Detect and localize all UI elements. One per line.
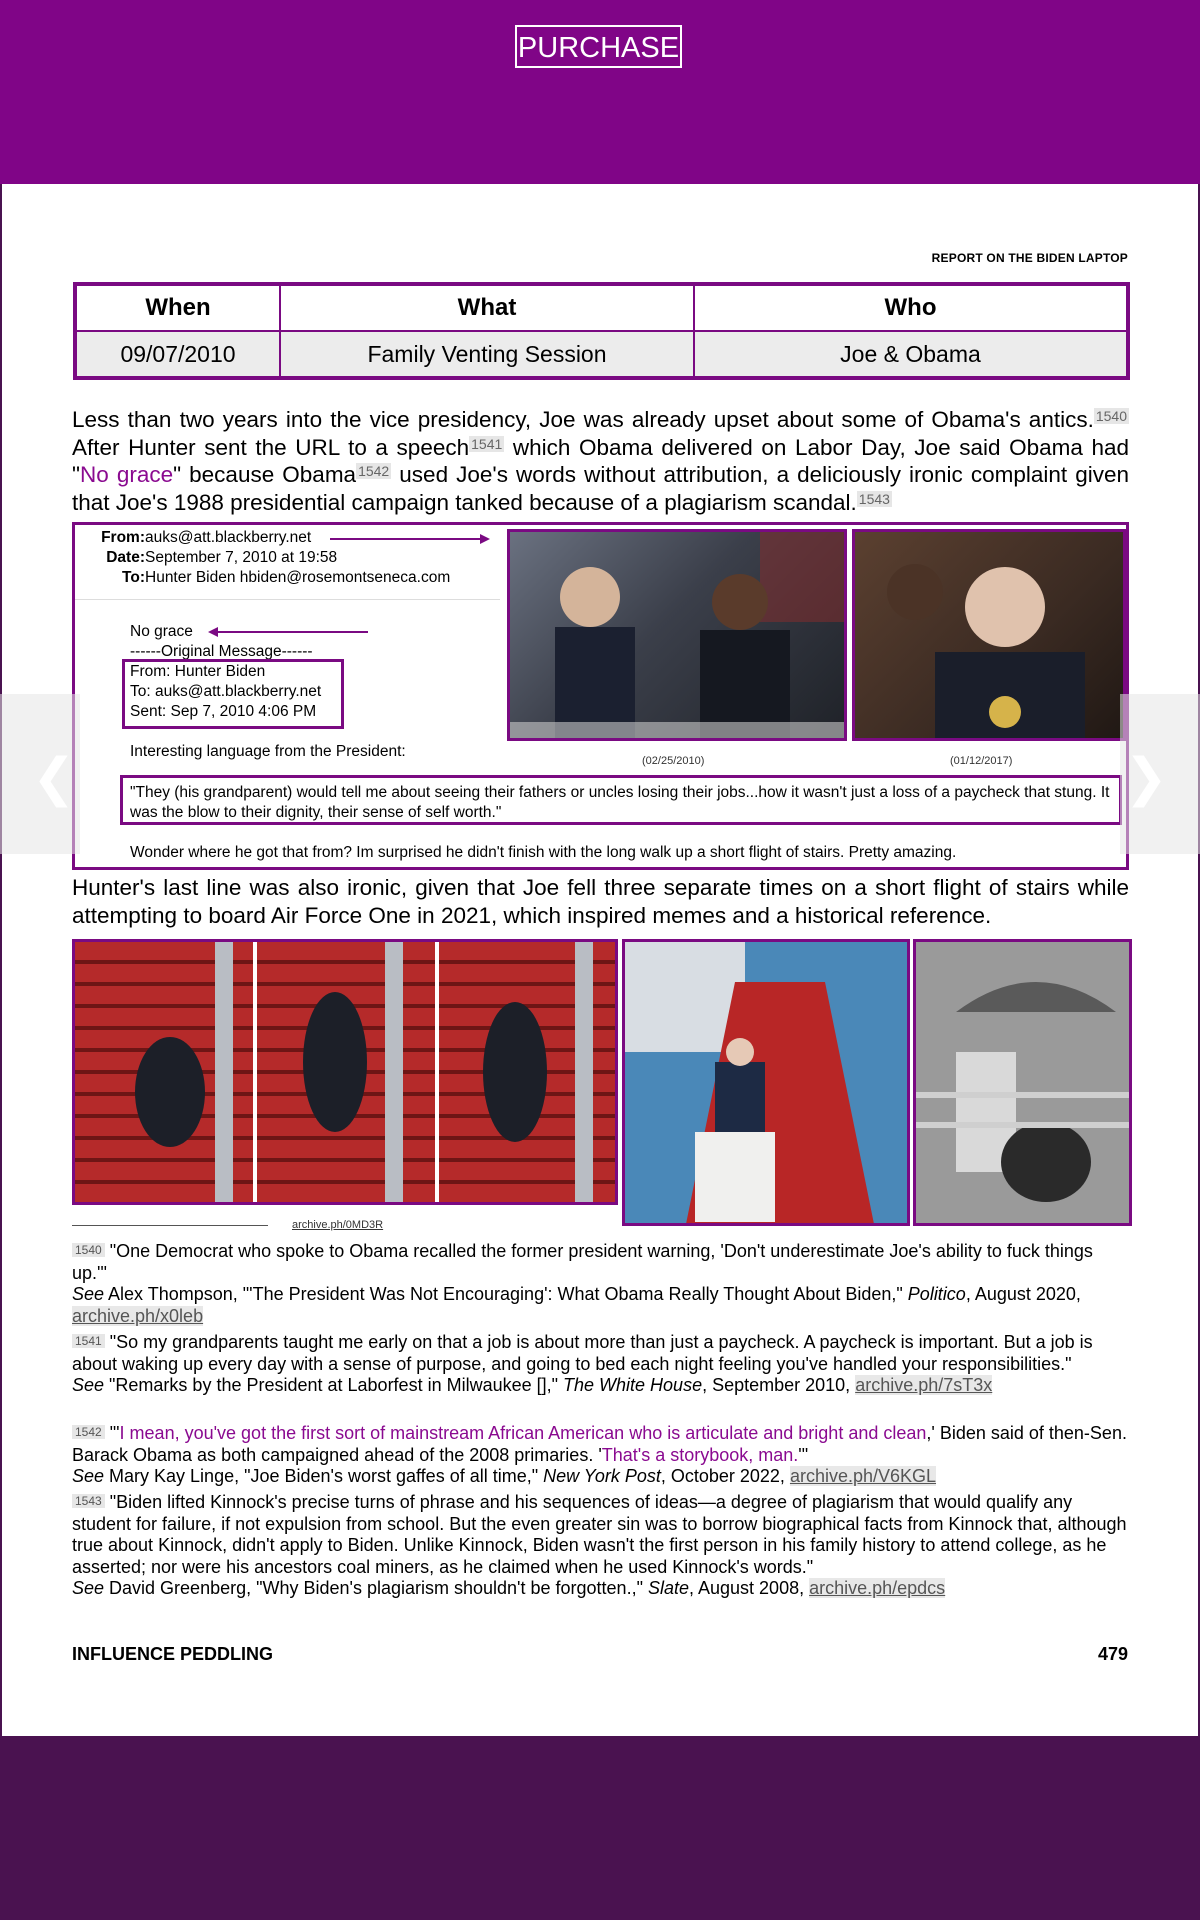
orig-sent: Sent: Sep 7, 2010 4:06 PM xyxy=(130,703,317,720)
chevron-right-icon: ❯ xyxy=(1124,749,1168,807)
purchase-button[interactable]: PURCHASE xyxy=(515,25,682,68)
footnote-quote: ,' Biden said of then-Sen. Barack Obama as both campaigned ahead of the 2008 primaries. ' xyxy=(72,1423,1127,1465)
photo-stair-lift-meme xyxy=(622,939,910,1226)
footnote-quote: "Biden lifted Kinnock's precise turns of phrase and his sequences of ideas—a degree of plagiarism that would qualify any student for failure, if not expulsion from school. But the even greater sin was to borrow biographical facts from Kinnock that, although true about Kinnock, didn't apply to Biden. Unlike Kinnock, Biden wasn't the first person in his family history to attend college, as he asserted; nor were his ancestors coal miners, as he claimed when he used Kinnock's words." xyxy=(72,1492,1127,1577)
obama-quote-box: "They (his grandparent) would tell me about seeing their fathers or uncles losing their jobs...how it wasn't just a loss of a paycheck that stung. It was the blow to their dignity, their sense of self worth." xyxy=(120,775,1122,825)
email-labels xyxy=(85,528,145,588)
email-exhibit xyxy=(72,522,1129,870)
footnote-quote: "One Democrat who spoke to Obama recalled the former president warning, 'Don't underestimate Joe's ability to fuck things up.'" xyxy=(72,1241,1093,1283)
footnote-highlight: That's a storybook, man. xyxy=(601,1444,799,1465)
archive-link[interactable]: archive.ph/x0leb xyxy=(72,1305,204,1326)
footnote-1540 xyxy=(72,1240,1132,1327)
photo-caption-2017: (01/12/2017) xyxy=(950,755,1013,767)
header-who: Who xyxy=(694,284,1128,331)
footnote-source: "Remarks by the President at Laborfest in Milwaukee []," xyxy=(104,1375,564,1395)
footer-section-title: INFLUENCE PEDDLING xyxy=(72,1644,274,1664)
orig-from: From: Hunter Biden xyxy=(130,663,266,680)
header-what: What xyxy=(280,284,694,331)
photo-placeholder-icon xyxy=(510,532,847,741)
archive-link[interactable]: archive.ph/V6KGL xyxy=(789,1466,937,1486)
no-grace-highlight: No grace xyxy=(80,462,174,487)
paragraph-intro xyxy=(72,406,1129,516)
header-when: When xyxy=(75,284,280,331)
see-label: See xyxy=(72,1284,105,1304)
interesting-text: Interesting language from the President: xyxy=(130,743,406,760)
orig-to: To: auks@att.blackberry.net xyxy=(130,683,322,700)
text: After Hunter sent the URL to a speech xyxy=(72,434,470,460)
footnote-source: David Greenberg, "Why Biden's plagiarism shouldn't be forgotten.," xyxy=(104,1578,648,1598)
original-headers-box xyxy=(122,659,344,729)
original-message-label: ------Original Message------ xyxy=(130,643,313,660)
image-source-link[interactable]: archive.ph/0MD3R xyxy=(292,1219,384,1231)
footnote-source: Alex Thompson, "'The President Was Not Encouraging': What Obama Really Thought About Biden," xyxy=(104,1284,908,1304)
arrow-left-icon xyxy=(208,625,368,639)
publication: Slate xyxy=(647,1578,689,1598)
photo-biden-obama-2010 xyxy=(507,529,847,741)
footnote-1543 xyxy=(72,1491,1132,1600)
text: which Obama delivered on Labor Day, Joe said Obama had " xyxy=(72,434,1130,487)
date-value: September 7, 2010 at 19:58 xyxy=(145,549,338,566)
photo-caption-2010: (02/25/2010) xyxy=(642,755,705,767)
to-label: To: xyxy=(122,569,145,586)
footnote-date: , September 2010, xyxy=(702,1375,856,1395)
footnote-number: 1543 xyxy=(72,1494,105,1508)
archive-link[interactable]: archive.ph/7sT3x xyxy=(855,1375,993,1395)
footnote-ref[interactable]: 1540 xyxy=(1095,408,1127,424)
footnote-date: , August 2008, xyxy=(689,1578,810,1598)
divider xyxy=(75,599,500,600)
photo-placeholder-icon xyxy=(625,942,910,1226)
photo-placeholder-icon xyxy=(916,942,1132,1226)
photo-medal-2017 xyxy=(852,529,1126,741)
photo-historical-fall xyxy=(913,939,1132,1226)
cell-what: Family Venting Session xyxy=(280,331,694,378)
text: used Joe's words without attribution, a deliciously ironic complaint given that Joe's 1988 presidential campaign tanked because of a plagiarism scandal. xyxy=(72,462,1129,515)
footnote-ref[interactable]: 1543 xyxy=(858,490,890,507)
see-label: See xyxy=(72,1578,105,1598)
photo-stair-falls xyxy=(72,939,618,1205)
prev-page-button[interactable] xyxy=(0,694,80,854)
document-page xyxy=(2,184,1198,1736)
no-grace-text: No grace xyxy=(130,623,193,640)
running-header: REPORT ON THE BIDEN LAPTOP xyxy=(931,251,1128,265)
text: " because Obama xyxy=(173,462,357,487)
arrow-icon xyxy=(330,532,490,546)
from-value: auks@att.blackberry.net xyxy=(145,529,312,546)
footnote-number: 1542 xyxy=(72,1425,105,1439)
footnote-ref[interactable]: 1541 xyxy=(471,435,503,452)
footnote-highlight: I mean, you've got the first sort of mainstream African American who is articulate and bright and clean xyxy=(119,1423,927,1443)
date-label: Date: xyxy=(106,549,145,566)
bottom-bar xyxy=(0,1736,1200,1920)
footnote-number: 1540 xyxy=(72,1243,105,1257)
footnote-ref[interactable]: 1542 xyxy=(358,463,390,479)
from-label: From: xyxy=(101,529,145,546)
page-number: 479 xyxy=(1097,1644,1128,1664)
footnote-date: , October 2022, xyxy=(660,1466,790,1486)
archive-link[interactable]: archive.ph/epdcs xyxy=(809,1578,946,1598)
footnote-date: , August 2020, xyxy=(965,1284,1081,1304)
see-label: See xyxy=(72,1466,105,1486)
to-value: Hunter Biden hbiden@rosemontseneca.com xyxy=(145,569,451,586)
paragraph-stairs: Hunter's last line was also ironic, given that Joe fell three separate times on a short flight of stairs while attempting to board Air Force One in 2021, which inspired memes and a historical reference. xyxy=(72,875,1129,928)
top-bar xyxy=(0,0,1200,184)
summary-table xyxy=(73,282,1130,380)
footnote-rule xyxy=(72,1225,268,1226)
text: Less than two years into the vice presidency, Joe was already upset about some of Obama's antics. xyxy=(72,407,1094,432)
quote-close: '" xyxy=(798,1444,809,1465)
publication: Politico xyxy=(907,1284,966,1304)
see-label: See xyxy=(72,1375,105,1395)
footnote-source: Mary Kay Linge, "Joe Biden's worst gaffes of all time," xyxy=(104,1466,544,1486)
quote-open: "' xyxy=(109,1423,120,1443)
chevron-left-icon: ❮ xyxy=(32,749,76,807)
photo-placeholder-icon xyxy=(855,532,1126,741)
wonder-text: Wonder where he got that from? Im surprised he didn't finish with the long walk up a short flight of stairs. Pretty amazing. xyxy=(130,844,957,861)
cell-who: Joe & Obama xyxy=(694,331,1128,378)
footnote-number: 1541 xyxy=(72,1334,105,1348)
footnote-1541 xyxy=(72,1331,1132,1397)
cell-when: 09/07/2010 xyxy=(75,331,280,378)
photo-placeholder-icon xyxy=(75,942,618,1205)
publication: New York Post xyxy=(543,1466,661,1486)
footnote-1542 xyxy=(72,1422,1132,1488)
next-page-button[interactable] xyxy=(1120,694,1200,854)
publication: The White House xyxy=(563,1375,703,1395)
footnote-quote: "So my grandparents taught me early on that a job is about more than just a paycheck. A paycheck is important. But a job is about waking up every day with a sense of purpose, and going to bed each night feeling you've handled your responsibilities." xyxy=(72,1332,1093,1374)
